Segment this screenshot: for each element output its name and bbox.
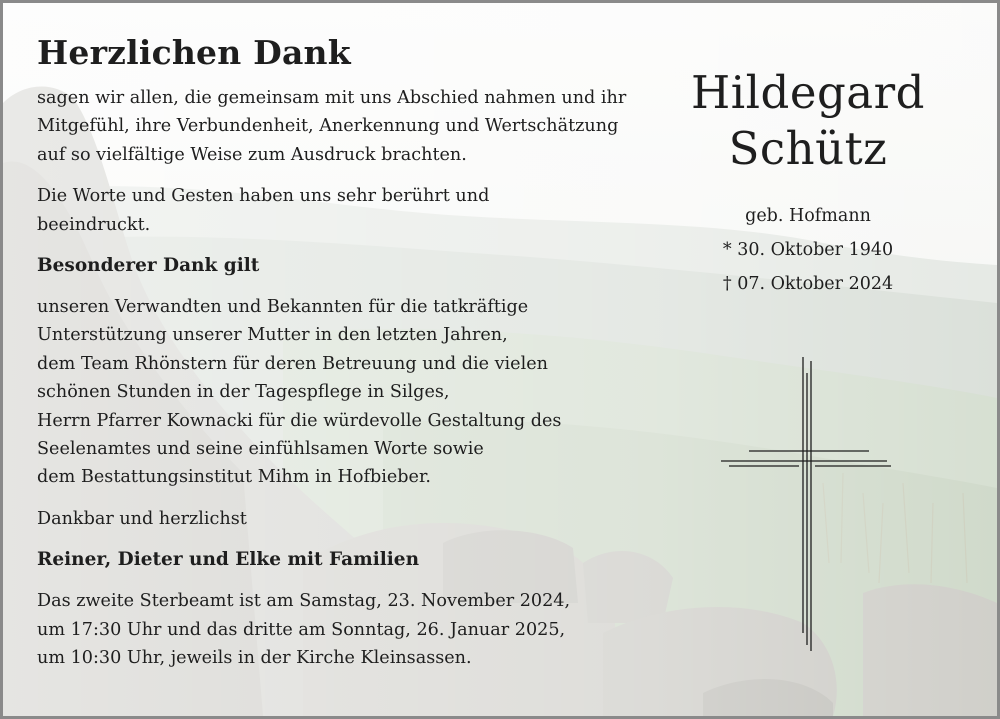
special-thanks-line: dem Bestattungsinstitut Mihm in Hofbieber.	[37, 467, 432, 488]
deceased-first-name: Hildegard	[691, 66, 925, 119]
service-line: um 10:30 Uhr, jeweils in der Kirche Kleinsassen.	[37, 648, 472, 669]
deceased-last-name: Schütz	[728, 122, 888, 175]
special-thanks-heading: Besonderer Dank gilt	[37, 255, 260, 277]
intro-line: auf so vielfältige Weise zum Ausdruck brachten.	[37, 144, 467, 165]
headline: Herzlichen Dank	[37, 33, 351, 72]
signature: Reiner, Dieter und Elke mit Familien	[37, 549, 420, 571]
intro-line: Mitgefühl, ihre Verbundenheit, Anerkennung und Wertschätzung	[37, 116, 619, 137]
service-line: Das zweite Sterbeamt ist am Samstag, 23. November 2024,	[37, 591, 571, 612]
cross-icon	[719, 355, 899, 655]
deceased-info	[653, 65, 963, 301]
words-line: beeindruckt.	[37, 214, 151, 235]
service-line: um 17:30 Uhr und das dritte am Sonntag, 26. Januar 2025,	[37, 619, 566, 640]
intro-line: sagen wir allen, die gemeinsam mit uns Abschied nahmen und ihr	[37, 88, 627, 108]
maiden-name: geb. Hofmann	[745, 206, 871, 226]
special-thanks-line: unseren Verwandten und Bekannten für die tatkräftige	[37, 297, 529, 318]
special-thanks-line: Seelenamtes und seine einfühlsamen Worte sowie	[37, 439, 484, 460]
closing-line: Dankbar und herzlichst	[37, 508, 247, 529]
special-thanks-line: dem Team Rhönstern für deren Betreuung und die vielen	[37, 353, 548, 374]
birth-date: * 30. Oktober 1940	[722, 240, 894, 260]
death-date: † 07. Oktober 2024	[722, 274, 894, 294]
special-thanks-line: schönen Stunden in der Tagespflege in Silges,	[37, 382, 450, 403]
special-thanks-line: Unterstützung unserer Mutter in den letzten Jahren,	[37, 325, 508, 346]
words-line: Die Worte und Gesten haben uns sehr berührt und	[37, 186, 490, 207]
thanks-text-column	[37, 33, 677, 673]
special-thanks-line: Herrn Pfarrer Kownacki für die würdevolle Gestaltung des	[37, 410, 562, 431]
